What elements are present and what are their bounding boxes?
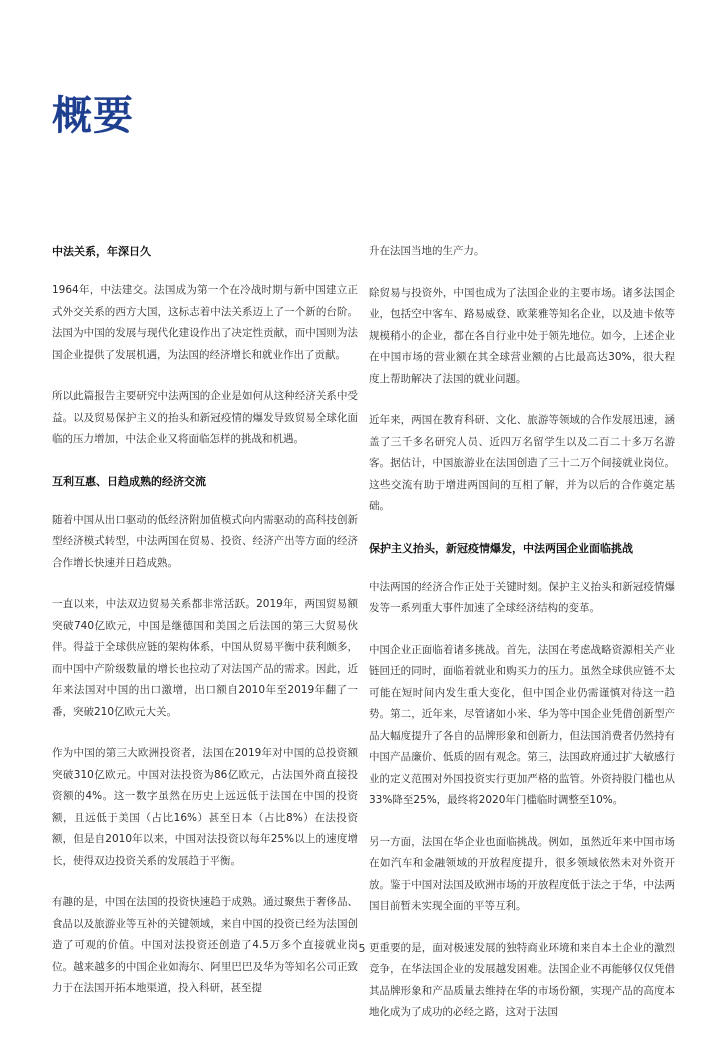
paragraph: 一直以来，中法双边贸易关系都非常活跃。2019年，两国贸易额突破740亿欧元，中国是继德国和美国之后法国的第三大贸易伙伴。得益于全球供应链的架构体系，中国从贸易平衡中获利颇多，而中国中产阶级数量的增长也拉动了对法国产品的需求。因此，近年来法国对中国的出口激增，出口额自2010年至2019年翻了一番，突破210亿欧元大关。 xyxy=(52,598,358,718)
section-heading-china-france-relations: 中法关系，年深日久 xyxy=(52,245,151,258)
paragraph: 随着中国从出口驱动的低经济附加值模式向内需驱动的高科技创新型经济模式转型，中法两国在贸易、投资、经济产出等方面的经济合作增长快速并日趋成熟。 xyxy=(52,513,358,569)
section-heading-economic-exchange: 互利互惠、日趋成熟的经济交流 xyxy=(52,474,206,488)
page-number: 5 xyxy=(358,942,366,955)
paragraph: 1964年，中法建交。法国成为第一个在冷战时期与新中国建立正式外交关系的西方大国，这标志着中法关系迈上了一个新的台阶。法国为中国的发展与现代化建设作出了决定性贡献，而中国则为法国企业提供了发展机遇，为法国的经济增长和就业作出了贡献。 xyxy=(52,284,358,361)
section-heading-challenges: 保护主义抬头，新冠疫情爆发，中法两国企业面临挑战 xyxy=(369,541,633,555)
paragraph: 有趣的是，中国在法国的投资快速趋于成熟。通过聚焦于奢侈品、食品以及旅游业等互补的关键领域，来自中国的投资已经为法国创造了可观的价值。中国对法投资还创造了4.5万多个直接就业岗位。越来越多的中国企业如海尔、阿里巴巴及华为等知名公司正致力于在法国开拓本地渠道，投入科研，甚至提 xyxy=(52,896,358,994)
paragraph: 中法两国的经济合作正处于关键时刻。保护主义抬头和新冠疫情爆发等一系列重大事件加速了全球经济结构的变革。 xyxy=(369,580,675,614)
paragraph: 更重要的是，面对极速发展的独特商业环境和来自本土企业的激烈竞争，在华法国企业的发展越发困难。法国企业不再能够仅仅凭借其品牌形象和产品质量去维持在华的市场份额，实现产品的高度本地化成为了成功的必经之路，这对于法国 xyxy=(369,941,675,1018)
paragraph: 近年来，两国在教育科研、文化、旅游等领域的合作发展迅速，涵盖了三千多名研究人员、近四万名留学生以及二百二十多万名游客。据估计，中国旅游业在法国创造了三十二万个间接就业岗位。这些交流有助于增进两国间的互相了解，并为以后的合作奠定基础。 xyxy=(369,414,675,512)
paragraph: 中国企业正面临着诸多挑战。首先，法国在考虑战略资源相关产业链回迁的同时，面临着就业和购买力的压力。虽然全球供应链不太可能在短时间内发生重大变化，但中国企业仍需谨慎对待这一趋势。第二，近年来，尽管诸如小米、华为等中国企业凭借创新型产品大幅度提升了各自的品牌形象和创新力，但法国消费者仍然持有中国产品廉价、低质的固有观念。第三，法国政府通过扩大敏感行业的定义范围对外国投资实行更加严格的监管。外资持股门槛也从33%降至25%，最终将2020年门槛临时调整至10%。 xyxy=(369,643,675,806)
paragraph: 所以此篇报告主要研究中法两国的企业是如何从这种经济关系中受益。以及贸易保护主义的抬头和新冠疫情的爆发导致贸易全球化面临的压力增加，中法企业又将面临怎样的挑战和机遇。 xyxy=(52,390,358,445)
paragraph: 升在法国当地的生产力。 xyxy=(369,245,485,257)
page-title: 概要 xyxy=(52,93,134,139)
left-column xyxy=(52,241,358,1020)
paragraph: 作为中国的第三大欧洲投资者，法国在2019年对中国的总投资额突破310亿欧元。中国对法投资为86亿欧元，占法国外商直接投资额的4%。这一数字虽然在历史上远远低于法国在中国的投资额，且远低于美国（占比16%）甚至日本（占比8%）在法投资额，但是自2010年以来，中国对法投资以每年25%以上的速度增长，使得双边投资关系的发展趋于平衡。 xyxy=(52,747,358,867)
paragraph: 除贸易与投资外，中国也成为了法国企业的主要市场。诸多法国企业，包括空中客车、路易威登、欧莱雅等知名企业，以及迪卡侬等规模稍小的企业，都在各自行业中处于领先地位。如今，上述企业在中国市场的营业额在其全球营业额的占比最高达30%，很大程度上帮助解决了法国的就业问题。 xyxy=(369,286,675,385)
paragraph: 另一方面，法国在华企业也面临挑战。例如，虽然近年来中国市场在如汽车和金融领域的开放程度提升，很多领域依然未对外资开放。鉴于中国对法国及欧洲市场的开放程度低于法之于华，中法两国目前暂未实现全面的平等互利。 xyxy=(369,835,675,912)
right-column xyxy=(369,241,675,1044)
